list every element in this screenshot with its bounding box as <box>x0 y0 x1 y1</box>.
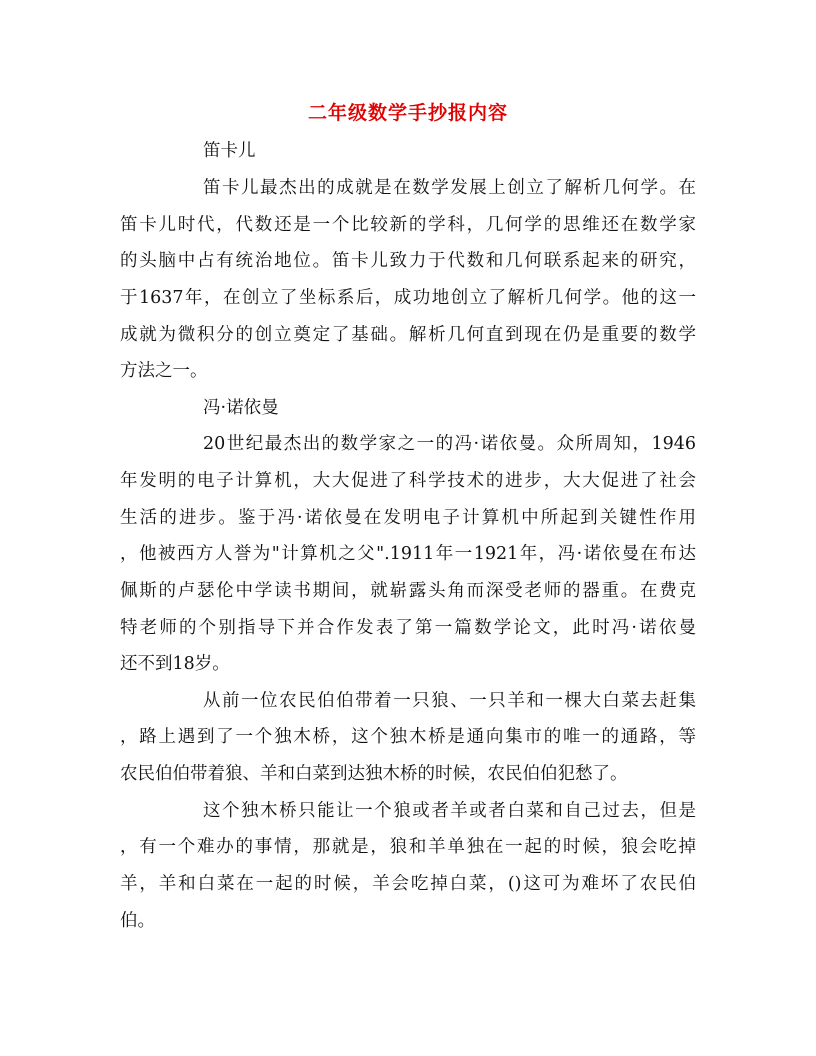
paragraph-line: 笛卡儿时代，代数还是一个比较新的学科，几何学的思维还在数学家 <box>120 215 696 235</box>
paragraph-line: 伯。 <box>120 911 155 931</box>
paragraph-line: ，路上遇到了一个独木桥，这个独木桥是通向集市的唯一的通路，等 <box>120 727 696 747</box>
section-heading-descartes: 笛卡儿 <box>203 141 256 161</box>
paragraph-line: 于1637年，在创立了坐标系后，成功地创立了解析几何学。他的这一 <box>120 288 696 308</box>
paragraph-line: 羊，羊和白菜在一起的时候，羊会吃掉白菜，()这可为难坏了农民伯 <box>120 874 696 894</box>
paragraph-line: 生活的进步。鉴于冯·诺依曼在发明电子计算机中所起到关键性作用 <box>120 508 696 528</box>
paragraph-line: 从前一位农民伯伯带着一只狼、一只羊和一棵大白菜去赶集 <box>203 691 696 711</box>
paragraph-line: 这个独木桥只能让一个狼或者羊或者白菜和自己过去，但是 <box>203 801 696 821</box>
paragraph-line: 笛卡儿最杰出的成就是在数学发展上创立了解析几何学。在 <box>203 178 696 198</box>
paragraph-line: 20世纪最杰出的数学家之一的冯·诺依曼。众所周知，1946 <box>203 434 696 454</box>
section-heading-von-neumann: 冯·诺依曼 <box>203 398 279 418</box>
paragraph-line: ，有一个难办的事情，那就是，狼和羊单独在一起的时候，狼会吃掉 <box>120 837 696 857</box>
paragraph-line: ，他被西方人誉为"计算机之父".1911年一1921年，冯·诺依曼在布达 <box>120 544 696 564</box>
paragraph-line: 佩斯的卢瑟伦中学读书期间，就崭露头角而深受老师的器重。在费克 <box>120 581 696 601</box>
paragraph-line: 成就为微积分的创立奠定了基础。解析几何直到现在仍是重要的数学 <box>120 325 696 345</box>
paragraph-line: 方法之一。 <box>120 361 208 381</box>
document-title: 二年级数学手抄报内容 <box>307 102 508 124</box>
paragraph-line: 特老师的个别指导下并合作发表了第一篇数学论文，此时冯·诺依曼 <box>120 618 696 638</box>
paragraph-line: 还不到18岁。 <box>120 654 230 674</box>
paragraph-line: 的头脑中占有统治地位。笛卡儿致力于代数和几何联系起来的研究， <box>120 251 696 271</box>
paragraph-line: 农民伯伯带着狼、羊和白菜到达独木桥的时候，农民伯伯犯愁了。 <box>120 764 628 784</box>
paragraph-line: 年发明的电子计算机，大大促进了科学技术的进步，大大促进了社会 <box>120 471 696 491</box>
